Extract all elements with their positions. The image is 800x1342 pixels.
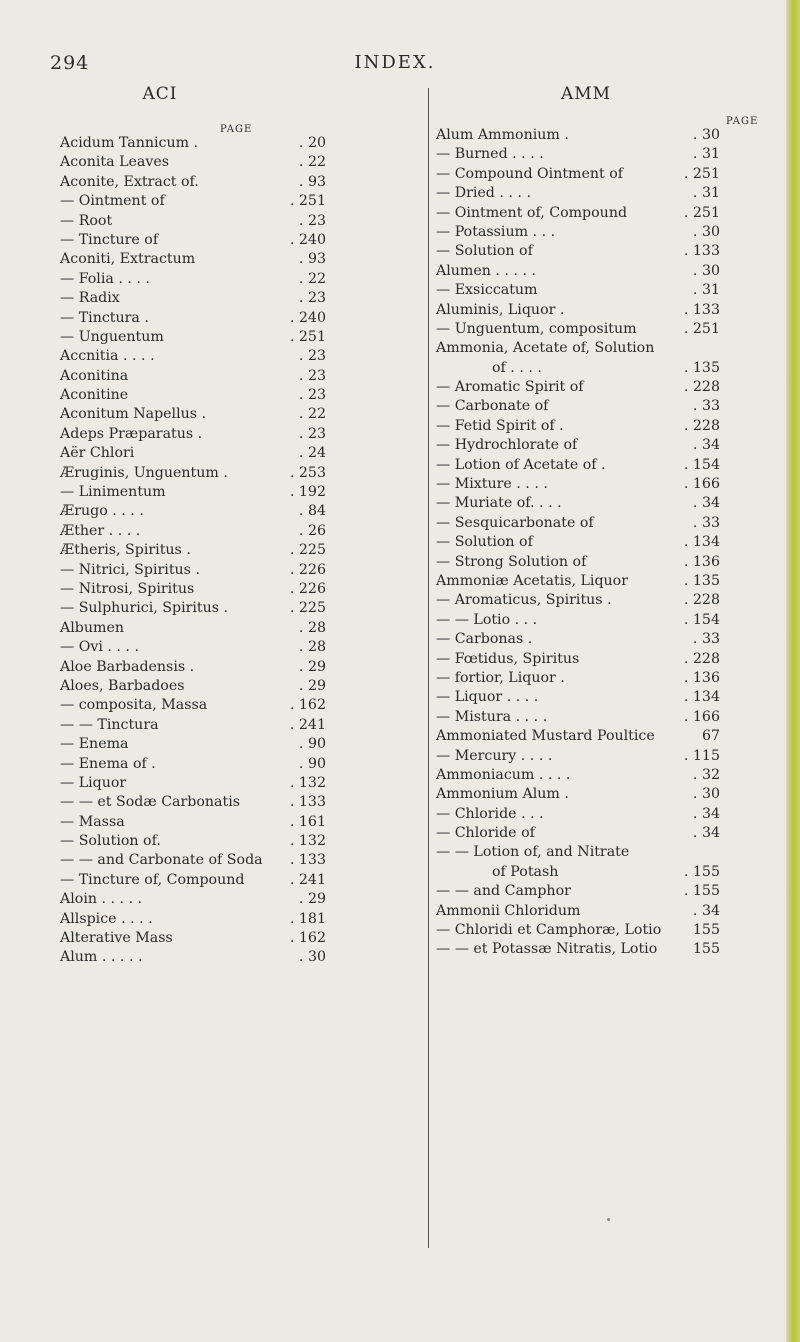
index-term: — Mixture . . . . <box>436 476 548 493</box>
index-entry <box>60 561 370 580</box>
index-term: Alum . . . . . <box>60 949 143 966</box>
index-term: — Unguentum, compositum <box>436 320 637 337</box>
index-term: Ammonia, Acetate of, Solution <box>436 340 655 357</box>
index-page-ref: . 162 <box>289 930 326 947</box>
index-term: Aloes, Barbadoes <box>60 677 185 694</box>
index-term: — — and Carbonate of Soda <box>60 852 263 869</box>
index-entry <box>436 456 756 475</box>
index-page-ref: . 133 <box>289 794 326 811</box>
index-term: — Enema <box>60 736 129 753</box>
index-entry <box>60 696 370 715</box>
index-page-ref: . 24 <box>298 445 326 462</box>
index-page-ref: . 241 <box>289 716 326 733</box>
index-page-ref: . 30 <box>692 262 720 279</box>
index-term: — Root <box>60 212 113 229</box>
index-page-ref: . 29 <box>298 891 326 908</box>
index-entry <box>436 126 756 145</box>
page-header <box>0 52 790 78</box>
index-term: Aconitum Napellus . <box>60 406 207 423</box>
index-page-ref: 155 <box>692 941 720 958</box>
left-index-list <box>60 134 370 968</box>
index-entry <box>436 766 756 785</box>
index-entry <box>60 231 370 250</box>
index-entry <box>60 813 370 832</box>
index-page-ref: 67 <box>701 728 720 745</box>
index-entry <box>436 591 756 610</box>
index-page-ref: . 23 <box>298 348 326 365</box>
index-entry <box>436 301 756 320</box>
index-term: — Unguentum <box>60 328 164 345</box>
index-entry <box>60 793 370 812</box>
index-page-ref: . 134 <box>683 534 720 551</box>
index-page-ref: . 31 <box>692 282 720 299</box>
index-term: — Radix <box>60 290 120 307</box>
index-page-ref: . 225 <box>289 600 326 617</box>
index-term: — Aromatic Spirit of <box>436 379 584 396</box>
index-entry <box>60 425 370 444</box>
index-entry <box>436 417 756 436</box>
index-term: Alumen . . . . . <box>436 262 537 279</box>
index-page-ref: . 32 <box>692 766 720 783</box>
index-page-ref: . 154 <box>683 456 720 473</box>
index-entry <box>436 630 756 649</box>
index-page-ref: . 22 <box>298 270 326 287</box>
index-term: — composita, Massa <box>60 697 208 714</box>
index-entry <box>436 262 756 281</box>
index-entry <box>60 173 370 192</box>
index-page-ref: 155 <box>692 922 720 939</box>
index-term: Ammonium Alum . <box>436 786 569 803</box>
ink-speck <box>607 1218 610 1221</box>
index-entry <box>436 572 756 591</box>
index-page-ref: . 132 <box>289 833 326 850</box>
index-page-ref: . 34 <box>692 495 720 512</box>
index-term: — Muriate of. . . . <box>436 495 562 512</box>
index-entry <box>436 397 756 416</box>
index-page-ref: . 136 <box>683 553 720 570</box>
index-page-ref: . 166 <box>683 708 720 725</box>
index-entry <box>60 405 370 424</box>
index-term: — Carbonas . <box>436 631 533 648</box>
index-page-ref: . 115 <box>683 747 720 764</box>
index-entry <box>436 785 756 804</box>
index-entry <box>60 522 370 541</box>
index-entry <box>436 727 756 746</box>
index-term: — Massa <box>60 813 125 830</box>
index-term: Aloin . . . . . <box>60 891 143 908</box>
index-term: — — Lotion of, and Nitrate <box>436 844 630 861</box>
index-entry <box>60 755 370 774</box>
index-entry <box>436 281 756 300</box>
index-entry <box>436 940 756 959</box>
index-term: Aconita Leaves <box>60 154 170 171</box>
index-term: — — Tinctura <box>60 716 159 733</box>
index-page-ref: . 90 <box>298 736 326 753</box>
index-entry <box>436 805 756 824</box>
index-term: — Tinctura . <box>60 309 149 326</box>
right-index-list <box>436 126 756 960</box>
index-term: — — and Camphor <box>436 883 571 900</box>
index-entry <box>60 153 370 172</box>
index-term: — — et Potassæ Nitratis, Lotio <box>436 941 658 958</box>
index-entry <box>60 851 370 870</box>
index-entry <box>60 890 370 909</box>
index-entry <box>60 580 370 599</box>
index-page-ref: . 33 <box>692 398 720 415</box>
index-entry <box>60 309 370 328</box>
index-entry <box>60 832 370 851</box>
index-entry <box>436 882 756 901</box>
index-entry <box>60 677 370 696</box>
index-entry <box>436 553 756 572</box>
index-page-ref: . 23 <box>298 367 326 384</box>
index-term: — fortior, Liquor . <box>436 669 565 686</box>
index-entry <box>60 638 370 657</box>
index-page-ref: . 30 <box>692 127 720 143</box>
index-page-ref: . 134 <box>683 689 720 706</box>
index-entry <box>60 599 370 618</box>
index-term: — Compound Ointment of <box>436 165 624 182</box>
index-entry <box>60 502 370 521</box>
index-entry <box>436 863 756 882</box>
index-term: Æther . . . . <box>60 522 141 539</box>
index-entry <box>436 533 756 552</box>
index-page-ref: . 23 <box>298 425 326 442</box>
index-page-ref: . 23 <box>298 290 326 307</box>
index-page-ref: . 23 <box>298 212 326 229</box>
index-page-ref: . 166 <box>683 476 720 493</box>
index-entry <box>60 910 370 929</box>
index-term: Ammoniacum . . . . <box>436 766 571 783</box>
index-page-ref: . 228 <box>683 379 720 396</box>
index-entry <box>60 289 370 308</box>
index-entry <box>60 929 370 948</box>
index-term: of Potash <box>492 863 559 880</box>
index-entry <box>436 223 756 242</box>
index-entry <box>60 250 370 269</box>
index-entry <box>436 184 756 203</box>
index-term: — Solution of <box>436 534 533 551</box>
index-entry <box>60 619 370 638</box>
index-term: Aconitine <box>60 387 129 404</box>
index-term: — Carbonate of <box>436 398 549 415</box>
index-entry <box>436 708 756 727</box>
index-term: — Mistura . . . . <box>436 708 548 725</box>
index-term: Allspice . . . . <box>60 910 153 927</box>
index-page-ref: . 133 <box>289 852 326 869</box>
index-entry <box>60 192 370 211</box>
index-page-ref: . 22 <box>298 154 326 171</box>
index-entry <box>60 328 370 347</box>
index-page-ref: . 226 <box>289 561 326 578</box>
index-term: Ærugo . . . . <box>60 503 144 520</box>
index-page-ref: . 30 <box>692 786 720 803</box>
index-page-ref: . 34 <box>692 437 720 454</box>
index-page-ref: . 31 <box>692 146 720 163</box>
index-entry <box>60 541 370 560</box>
index-entry <box>436 145 756 164</box>
index-term: Aluminis, Liquor . <box>436 301 565 318</box>
index-page-ref: . 22 <box>298 406 326 423</box>
index-page-ref: . 251 <box>683 204 720 221</box>
index-entry <box>436 650 756 669</box>
index-entry <box>436 242 756 261</box>
index-term: Alum Ammonium . <box>436 127 569 143</box>
index-page-ref: . 226 <box>289 580 326 597</box>
index-page-ref: . 90 <box>298 755 326 772</box>
index-page-ref: . 28 <box>298 639 326 656</box>
index-term: — Ovi . . . . <box>60 639 139 656</box>
index-entry <box>60 871 370 890</box>
index-entry <box>60 948 370 967</box>
index-term: — Sesquicarbonate of <box>436 514 594 531</box>
page-edge <box>786 0 800 1342</box>
left-column-heading: ACI <box>142 84 178 104</box>
index-entry <box>60 774 370 793</box>
right-page-label: PAGE <box>726 116 759 127</box>
right-column-heading: AMM <box>560 84 612 104</box>
index-entry <box>436 688 756 707</box>
index-entry <box>436 320 756 339</box>
index-page-ref: . 132 <box>289 774 326 791</box>
index-page-ref: . 28 <box>298 619 326 636</box>
index-term: — Chloride of <box>436 825 535 842</box>
index-page-ref: . 155 <box>683 863 720 880</box>
index-entry <box>436 339 756 358</box>
index-term: — Burned . . . . <box>436 146 544 163</box>
index-entry <box>60 483 370 502</box>
index-term: Aloe Barbadensis . <box>60 658 195 675</box>
index-page-ref: . 30 <box>298 949 326 966</box>
index-page-ref: . 33 <box>692 631 720 648</box>
index-page-ref: . 228 <box>683 650 720 667</box>
index-page-ref: . 34 <box>692 805 720 822</box>
index-term: Aër Chlori <box>60 445 135 462</box>
index-page-ref: . 135 <box>683 359 720 376</box>
index-term: — Ointment of, Compound <box>436 204 628 221</box>
index-term: — Strong Solution of <box>436 553 587 570</box>
index-term: — Fœtidus, Spiritus <box>436 650 580 667</box>
index-term: — — et Sodæ Carbonatis <box>60 794 241 811</box>
index-term: Albumen <box>60 619 124 636</box>
index-entry <box>60 716 370 735</box>
index-entry <box>60 134 370 153</box>
index-page-ref: . 84 <box>298 503 326 520</box>
index-term: — Solution of. <box>60 833 161 850</box>
index-page-ref: . 29 <box>298 677 326 694</box>
index-page-ref: . 93 <box>298 173 326 190</box>
index-term: — Hydrochlorate of <box>436 437 578 454</box>
index-page-ref: . 228 <box>683 417 720 434</box>
index-term: — Nitrici, Spiritus . <box>60 561 200 578</box>
index-term: Adeps Præparatus . <box>60 425 203 442</box>
index-term: — Liquor <box>60 774 127 791</box>
index-page-ref: . 251 <box>683 165 720 182</box>
index-page-ref: . 251 <box>289 193 326 210</box>
index-term: Aconite, Extract of. <box>60 173 199 190</box>
index-page-ref: . 192 <box>289 484 326 501</box>
index-entry <box>60 347 370 366</box>
index-page-ref: . 133 <box>683 243 720 260</box>
left-page-label: PAGE <box>220 124 253 135</box>
index-entry <box>436 921 756 940</box>
index-term: Alterative Mass <box>60 930 173 947</box>
index-entry <box>60 735 370 754</box>
index-entry <box>60 212 370 231</box>
index-page-ref: . 240 <box>289 231 326 248</box>
index-term: Aconitina <box>60 367 129 384</box>
index-term: — Tincture of <box>60 231 159 248</box>
index-term: Ammoniæ Acetatis, Liquor <box>436 572 629 589</box>
index-page-ref: . 23 <box>298 387 326 404</box>
index-term: Ammonii Chloridum <box>436 902 581 919</box>
index-entry <box>60 367 370 386</box>
index-page-ref: . 155 <box>683 883 720 900</box>
index-page-ref: . 133 <box>683 301 720 318</box>
index-entry <box>436 747 756 766</box>
index-page-ref: . 136 <box>683 669 720 686</box>
index-entry <box>436 359 756 378</box>
index-term: — Enema of . <box>60 755 156 772</box>
index-page-ref: . 162 <box>289 697 326 714</box>
index-entry <box>436 475 756 494</box>
index-entry <box>436 902 756 921</box>
index-term: Accnitia . . . . <box>60 348 155 365</box>
index-term: Acidum Tannicum . <box>60 135 199 151</box>
index-entry <box>60 270 370 289</box>
index-term: — — Lotio . . . <box>436 611 538 628</box>
index-entry <box>436 514 756 533</box>
index-page-ref: . 161 <box>289 813 326 830</box>
running-title: INDEX. <box>354 52 436 73</box>
index-page-ref: . 154 <box>683 611 720 628</box>
index-entry <box>436 611 756 630</box>
page-number: 294 <box>50 52 90 74</box>
index-term: — Liquor . . . . <box>436 689 539 706</box>
index-page-ref: . 30 <box>692 223 720 240</box>
index-entry <box>60 444 370 463</box>
index-entry <box>436 204 756 223</box>
index-term: Aconiti, Extractum <box>60 251 196 268</box>
index-entry <box>436 378 756 397</box>
index-term: — Chloridi et Camphoræ, Lotio <box>436 922 662 939</box>
index-page-ref: . 33 <box>692 514 720 531</box>
index-term: — Mercury . . . . <box>436 747 553 764</box>
index-entry <box>436 843 756 862</box>
index-term: — Dried . . . . <box>436 185 531 202</box>
index-page-ref: . 93 <box>298 251 326 268</box>
index-page-ref: . 225 <box>289 542 326 559</box>
index-entry <box>60 658 370 677</box>
index-page-ref: . 181 <box>289 910 326 927</box>
index-term: Æruginis, Unguentum . <box>60 464 228 481</box>
index-term: — Linimentum <box>60 484 166 501</box>
index-page-ref: . 251 <box>683 320 720 337</box>
index-entry <box>436 436 756 455</box>
index-term: — Sulphurici, Spiritus . <box>60 600 229 617</box>
index-entry <box>436 669 756 688</box>
index-page-ref: . 241 <box>289 871 326 888</box>
index-entry <box>436 494 756 513</box>
index-term: — Aromaticus, Spiritus . <box>436 592 612 609</box>
index-entry <box>60 386 370 405</box>
index-page-ref: . 240 <box>289 309 326 326</box>
index-term: — Lotion of Acetate of . <box>436 456 606 473</box>
index-page-ref: . 251 <box>289 328 326 345</box>
index-term: — Folia . . . . <box>60 270 150 287</box>
index-term: Ætheris, Spiritus . <box>60 542 191 559</box>
index-page-ref: . 135 <box>683 572 720 589</box>
index-page-ref: . 31 <box>692 185 720 202</box>
index-page-ref: . 26 <box>298 522 326 539</box>
index-term: Ammoniated Mustard Poultice <box>436 728 655 745</box>
index-entry <box>60 464 370 483</box>
index-term: — Potassium . . . <box>436 223 556 240</box>
index-term: — Ointment of <box>60 193 165 210</box>
index-page-ref: . 34 <box>692 902 720 919</box>
index-term: — Solution of <box>436 243 533 260</box>
index-entry <box>436 165 756 184</box>
index-term: — Chloride . . . <box>436 805 544 822</box>
index-entry <box>436 824 756 843</box>
index-term: of . . . . <box>492 359 542 376</box>
index-term: — Nitrosi, Spiritus <box>60 580 195 597</box>
index-page-ref: . 228 <box>683 592 720 609</box>
index-term: — Tincture of, Compound <box>60 871 245 888</box>
index-term: — Fetid Spirit of . <box>436 417 564 434</box>
index-page-ref: . 20 <box>298 135 326 151</box>
index-page-ref: . 253 <box>289 464 326 481</box>
column-divider <box>428 88 429 1248</box>
index-term: — Exsiccatum <box>436 282 538 299</box>
index-page-ref: . 29 <box>298 658 326 675</box>
index-page-ref: . 34 <box>692 825 720 842</box>
